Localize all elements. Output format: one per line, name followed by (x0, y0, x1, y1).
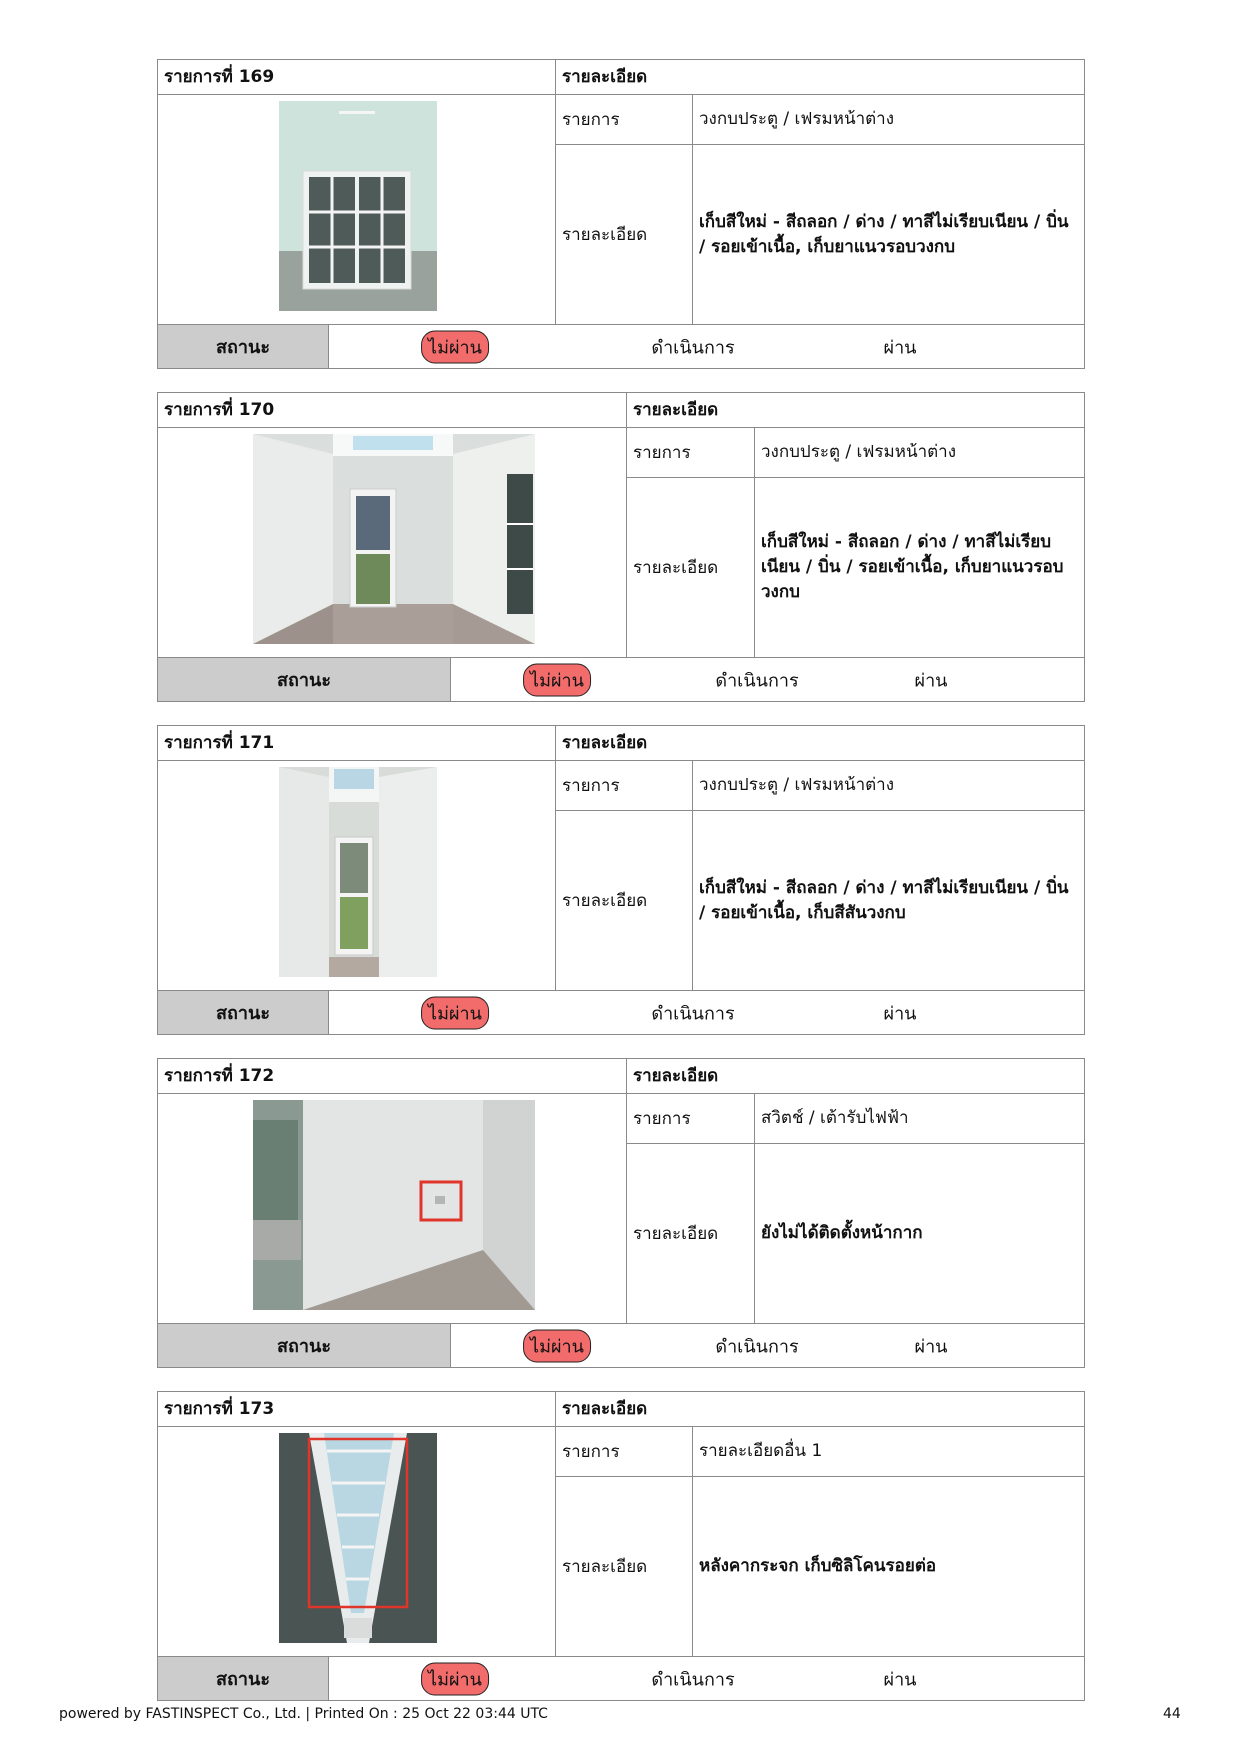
detail-value: หลังคากระจก เก็บซิลิโคนรอยต่อ (699, 1556, 937, 1576)
detail-label: รายละเอียด (556, 145, 693, 324)
status-pass-option[interactable]: ผ่าน (883, 337, 917, 358)
status-fail-option[interactable]: ไม่ผ่าน (523, 1329, 591, 1362)
item-number-title: รายการที่ 169 (158, 60, 557, 95)
glass-roof-photo[interactable] (279, 1433, 437, 1643)
detail-label: รายละเอียด (627, 478, 755, 657)
status-in-progress-option[interactable]: ดำเนินการ (715, 1336, 799, 1357)
detail-header: รายละเอียด (626, 393, 1084, 428)
inspection-card-172 (157, 1058, 1085, 1368)
status-fail-option[interactable]: ไม่ผ่าน (523, 663, 591, 696)
detail-value: เก็บสีใหม่ - สีถลอก / ด่าง / ทาสีไม่เรียบเนียน / บิ่น / รอยเข้าเนื้อ, เก็บยาแนวรอบวงกบ (761, 532, 1064, 602)
detail-label: รายละเอียด (556, 811, 693, 990)
item-row (626, 1094, 1084, 1144)
item-row (626, 428, 1084, 478)
item-row (555, 761, 1084, 811)
status-row (158, 657, 1084, 701)
item-value: สวิตช์ / เต้ารับไฟฟ้า (761, 1108, 909, 1128)
status-in-progress-option[interactable]: ดำเนินการ (651, 1003, 735, 1024)
item-number-title: รายการที่ 172 (158, 1059, 628, 1094)
inspection-card-171 (157, 725, 1085, 1035)
status-label: สถานะ (158, 1657, 329, 1700)
item-number-title: รายการที่ 171 (158, 726, 557, 761)
detail-value: เก็บสีใหม่ - สีถลอก / ด่าง / ทาสีไม่เรียบเนียน / บิ่น / รอยเข้าเนื้อ, เก็บสีสันวงกบ (699, 877, 1069, 923)
status-row (158, 1656, 1084, 1700)
inspection-card-169 (157, 59, 1085, 369)
footer-credit: powered by FASTINSPECT Co., Ltd. | Printed On : 25 Oct 22 03:44 UTC (59, 1706, 548, 1722)
detail-header: รายละเอียด (555, 60, 1084, 95)
detail-header: รายละเอียด (555, 1392, 1084, 1427)
status-in-progress-option[interactable]: ดำเนินการ (651, 1669, 735, 1690)
photo-cell (158, 761, 557, 990)
page-number: 44 (1163, 1706, 1181, 1722)
status-fail-option[interactable]: ไม่ผ่าน (421, 330, 489, 363)
status-label: สถานะ (158, 325, 329, 368)
status-label: สถานะ (158, 658, 451, 701)
corridor-door-photo[interactable] (253, 434, 535, 644)
status-in-progress-option[interactable]: ดำเนินการ (715, 670, 799, 691)
status-pass-option[interactable]: ผ่าน (883, 1003, 917, 1024)
sliding-door-photo[interactable] (279, 101, 437, 311)
status-row (158, 1323, 1084, 1367)
detail-row (555, 1477, 1084, 1656)
item-value: วงกบประตู / เฟรมหน้าต่าง (699, 109, 895, 129)
item-number-title: รายการที่ 173 (158, 1392, 557, 1427)
detail-row (555, 145, 1084, 324)
detail-label: รายละเอียด (556, 1477, 693, 1656)
item-label: รายการ (556, 1427, 693, 1476)
detail-row (555, 811, 1084, 990)
status-pass-option[interactable]: ผ่าน (914, 670, 948, 691)
detail-header: รายละเอียด (555, 726, 1084, 761)
status-row (158, 990, 1084, 1034)
item-row (555, 1427, 1084, 1477)
detail-value: ยังไม่ได้ติดตั้งหน้ากาก (761, 1223, 923, 1243)
status-label: สถานะ (158, 991, 329, 1034)
inspection-card-170 (157, 392, 1085, 702)
photo-cell (158, 1427, 557, 1656)
item-value: รายละเอียดอื่น 1 (699, 1441, 823, 1461)
detail-row (626, 1144, 1084, 1323)
inspection-card-173 (157, 1391, 1085, 1701)
status-in-progress-option[interactable]: ดำเนินการ (651, 337, 735, 358)
item-value: วงกบประตู / เฟรมหน้าต่าง (761, 442, 957, 462)
photo-cell (158, 95, 557, 324)
status-label: สถานะ (158, 1324, 451, 1367)
detail-row (626, 478, 1084, 657)
status-pass-option[interactable]: ผ่าน (914, 1336, 948, 1357)
item-label: รายการ (627, 428, 755, 477)
detail-label: รายละเอียด (627, 1144, 755, 1323)
status-fail-option[interactable]: ไม่ผ่าน (421, 1662, 489, 1695)
item-value: วงกบประตู / เฟรมหน้าต่าง (699, 775, 895, 795)
status-pass-option[interactable]: ผ่าน (883, 1669, 917, 1690)
item-number-title: รายการที่ 170 (158, 393, 628, 428)
status-fail-option[interactable]: ไม่ผ่าน (421, 996, 489, 1029)
item-row (555, 95, 1084, 145)
status-row (158, 324, 1084, 368)
item-label: รายการ (556, 95, 693, 144)
detail-header: รายละเอียด (626, 1059, 1084, 1094)
photo-cell (158, 428, 628, 657)
item-label: รายการ (627, 1094, 755, 1143)
photo-cell (158, 1094, 628, 1323)
detail-value: เก็บสีใหม่ - สีถลอก / ด่าง / ทาสีไม่เรียบเนียน / บิ่น / รอยเข้าเนื้อ, เก็บยาแนวรอบวงกบ (699, 211, 1069, 257)
item-label: รายการ (556, 761, 693, 810)
wall-outlet-photo[interactable] (253, 1100, 535, 1310)
narrow-corridor-photo[interactable] (279, 767, 437, 977)
